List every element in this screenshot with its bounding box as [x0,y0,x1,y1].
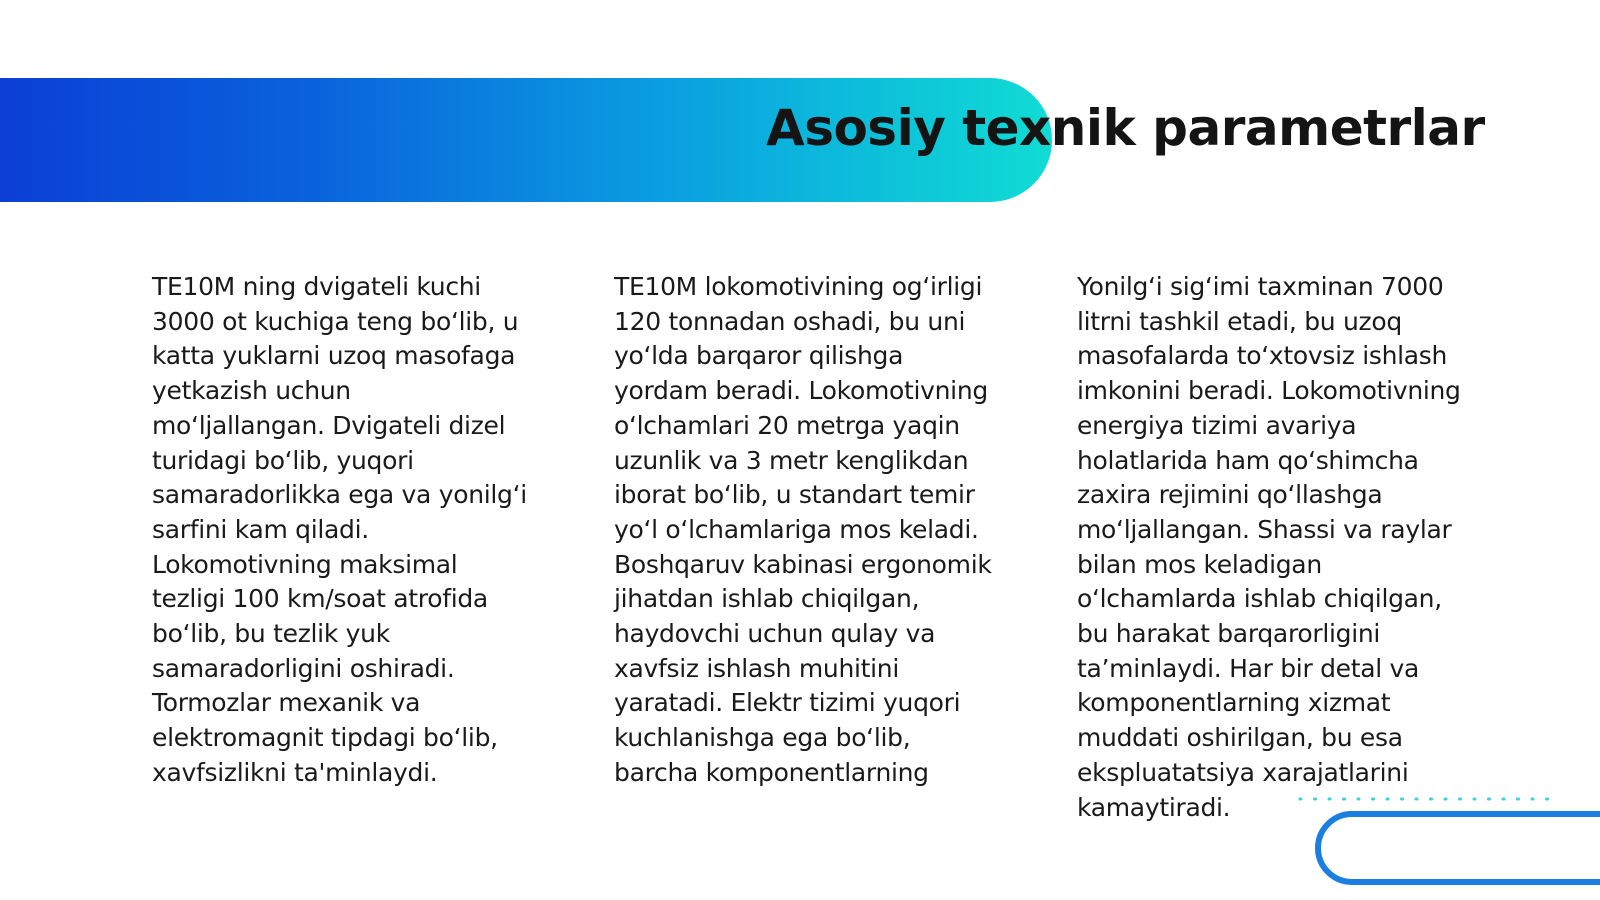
slide-title: Asosiy texnik parametrlar [766,99,1485,157]
text-column-3: Yonilg‘i sig‘imi taxminan 7000 litrni tashkil etadi, bu uzoq masofalarda to‘xtovsiz ishlash imkonini beradi. Lokomotivning energiya tizimi avariya holatlarida ham qo‘shimcha zaxira rejimini qo‘llashga mo‘ljallangan. Shassi va raylar bilan mos keladigan o‘lchamlarda ishlab chiqilgan, bu harakat barqarorligini ta’minlaydi. Har bir detal va komponentlarning xizmat muddati oshirilgan, bu esa ekspluatatsiya xarajatlarini kamaytiradi. [1077,272,1461,822]
text-column-2: TE10M lokomotivining og‘irligi 120 tonnadan oshadi, bu uni yo‘lda barqaror qilishga yordam beradi. Lokomotivning o‘lchamlari 20 metrga yaqin uzunlik va 3 metr kenglikdan iborat bo‘lib, u standart temir yo‘l o‘lchamlariga mos keladi. Boshqaruv kabinasi ergonomik jihatdan ishlab chiqilgan, haydovchi uchun qulay va xavfsiz ishlash muhitini yaratadi. Elektr tizimi yuqori kuchlanishga ega bo‘lib, barcha komponentlarning [614,272,992,787]
text-column-1: TE10M ning dvigateli kuchi 3000 ot kuchiga teng bo‘lib, u katta yuklarni uzoq masofaga yetkazish uchun mo‘ljallangan. Dvigateli dizel turidagi bo‘lib, yuqori samaradorlikka ega va yonilg‘i sarfini kam qiladi. Lokomotivning maksimal tezligi 100 km/soat atrofida bo‘lib, bu tezlik yuk samaradorligini oshiradi. Tormozlar mexanik va elektromagnit tipdagi bo‘lib, xavfsizlikni ta'minlaydi. [152,272,527,787]
